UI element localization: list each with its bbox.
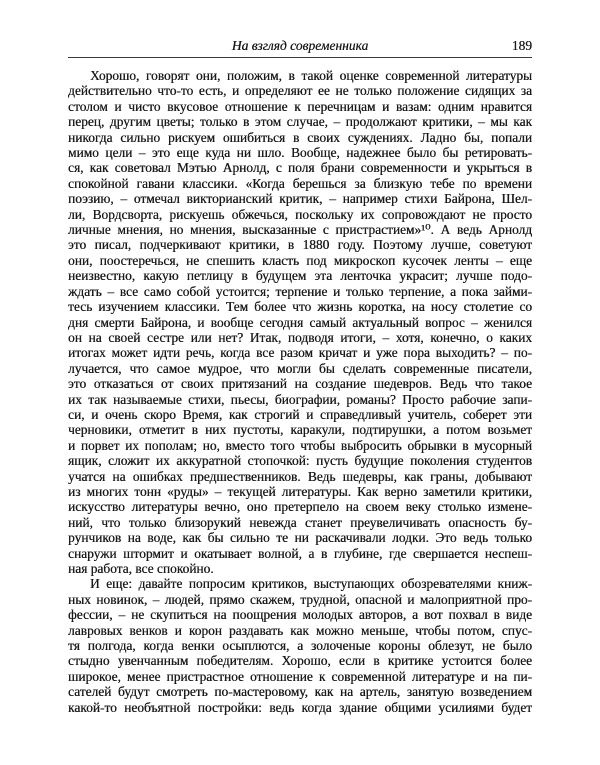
text-line: действительно что-то есть, и определяют ее не только положение сидящих за: [68, 83, 532, 99]
text-line: неизвестно, какую петлицу в будущем эта ленточка украсит; лучше подо-: [68, 268, 532, 284]
text-line: тесь изучением классики. Тем более что жизнь коротка, на носу столетие со: [68, 299, 532, 315]
text-line: ная работа, все спокойно.: [68, 561, 214, 576]
text-line: поэзию, – отмечал викторианский критик, – например стихи Байрона, Шел-: [68, 191, 532, 207]
text-line: рунчиков на воде, как бы сильно те ни раскачивали лодки. Это ведь только: [68, 530, 532, 546]
text-line: черновики, отметит в них пустоты, каракули, подтирушки, а потом возьмет: [68, 422, 532, 438]
text-line: учатся на ошибках предшественников. Ведь шедевры, как граны, добывают: [68, 468, 532, 484]
text-line: итогах может идти речь, когда все разом кричат и уже пора выходить? – по-: [68, 345, 532, 361]
text-line: сателей будут смотреть по-мастеровому, как на артель, занятую возведением: [68, 684, 532, 700]
text-line: И еще: давайте попросим критиков, выступающих обозревателями книж-: [90, 576, 532, 592]
text-line: мимо цели – это еще куда ни шло. Вообще, надежнее было бы ретировать-: [68, 145, 532, 161]
text-line: ных новинок, – людей, прямо скажем, трудной, опасной и малоприятной про-: [68, 591, 532, 607]
text-line: спокойной гавани классики. «Когда берешься за близкую тебе по времени: [68, 175, 532, 191]
body-text: [68, 68, 532, 715]
text-line: ждать – все само собой устоится; терпение и только терпение, а пока займи-: [68, 283, 532, 299]
text-line: он на своей сестре или нет? Итак, подводя итоги, – хотя, конечно, о каких: [68, 329, 532, 345]
text-line: и порвет их пополам; но, вместо того чтобы выбросить обрывки в мусорный: [68, 437, 532, 453]
text-line: дня смерти Байрона, и вообще сегодня самый актуальный вопрос – женился: [68, 314, 532, 330]
text-line: столом и чисто вкусовое отношение к перечницам и вазам: одним нравится: [68, 98, 532, 114]
text-line: лавровых венков и корон раздавать как можно меньше, чтобы потом, спус-: [68, 622, 532, 638]
text-line: искусство литературы вечно, оно претерпело на своем веку столько измене-: [68, 499, 532, 515]
running-title: На взгляд современника: [231, 38, 369, 53]
text-line: ся, как советовал Мэтью Арнолд, с поля брани современности и укрыться в: [68, 160, 532, 176]
text-line: снаружи штормит и окатывает волной, а в глубине, где свершается неспеш-: [68, 545, 532, 561]
text-line: личные мнения, но мнения, высказанные с пристрастием»¹⁰. А ведь Арнолд: [68, 222, 532, 238]
header-rule: [68, 57, 532, 58]
text-line: си, и очень скоро Время, как строгий и справедливый учитель, соберет эти: [68, 406, 532, 422]
text-line: ли, Вордсворта, рискуешь обжечься, поскольку их сопровождают не просто: [68, 206, 532, 222]
text-line: они, поостеречься, не спешить класть под микроскоп кусочек ленты – еще: [68, 252, 532, 268]
text-line: широкое, менее пристрастное отношение к современной литературе и на пи-: [68, 668, 532, 684]
page-header: [68, 38, 532, 56]
text-line: это отказаться от своих притязаний на создание шедевров. Ведь что такое: [68, 376, 532, 392]
text-line: их так называемые стихи, пьесы, биографии, романы? Просто рабочие запи-: [68, 391, 532, 407]
text-line: какой-то необъятной постройки: ведь когда здание общими усилиями будет: [68, 699, 532, 715]
text-line: тя полгода, когда венки осыплются, а золоченые короны облезут, не было: [68, 638, 532, 654]
page-number: 189: [511, 38, 532, 53]
text-line: стыдно увенчанным победителям. Хорошо, если в критике устоится более: [68, 653, 532, 669]
text-line: перец, другим цветы; только в этом случае, – продолжают критики, – мы как: [68, 114, 532, 130]
text-line: из многих тонн «руды» – текущей литературы. Как верно заметили критики,: [68, 483, 532, 499]
text-line: никогда сильно рискуем ошибиться в своих суждениях. Ладно бы, попали: [68, 129, 532, 145]
text-line: ний, что только близорукий невежда станет преувеличивать опасность бу-: [68, 514, 532, 530]
text-line: Хорошо, говорят они, положим, в такой оценке современной литературы: [90, 68, 532, 83]
text-line: это писал, подчеркивают критики, в 1880 году. Поэтому лучше, советуют: [68, 237, 532, 253]
text-line: лучается, что самое мудрое, что могли бы сделать современные писатели,: [68, 360, 532, 376]
text-line: ящик, сложит их аккуратной стопочкой: пусть будущие поколения студентов: [68, 453, 532, 469]
text-line: фессии, – не скупиться на поощрения молодых авторов, а вот похвал в виде: [68, 607, 532, 623]
